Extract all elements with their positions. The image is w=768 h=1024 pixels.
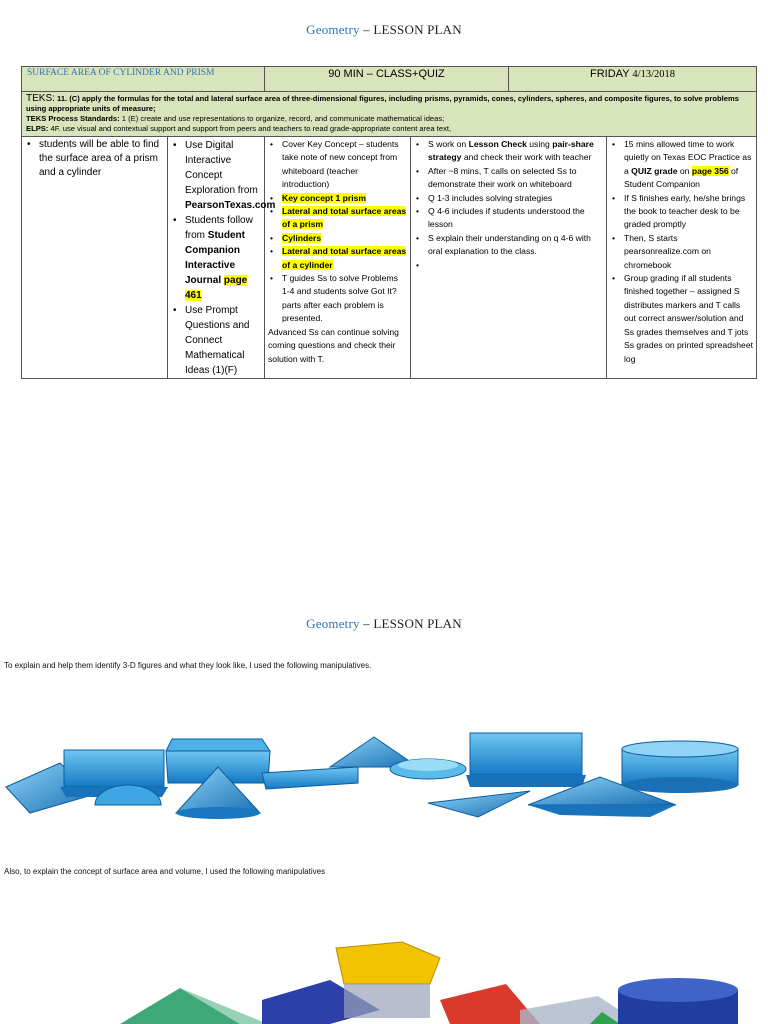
lesson-plan-table (21, 66, 757, 379)
instruction-cell (265, 137, 411, 379)
header-row (22, 67, 757, 92)
list-item: • Key concept 1 prism (268, 192, 407, 205)
list-item: • Use Digital Interactive Concept Exploration from PearsonTexas.com (171, 138, 261, 213)
list-item: Advanced Ss can continue solving coming questions and check their solution with T. (268, 326, 399, 364)
list-item: • Cover Key Concept – students take note of new concept from whiteboard (teacher introduction) (268, 138, 407, 192)
list-item: • Lateral and total surface areas of a cylinder (268, 245, 407, 272)
list-item: • Q 4-6 includes if students understood the lesson (414, 205, 603, 232)
list-item: • Q 1-3 includes solving strategies (414, 192, 603, 205)
list-item: • If S finishes early, he/she brings the book to teacher desk to be graded promptly (610, 192, 753, 232)
colored-3d-shapes-photo (0, 940, 768, 1024)
list-item: • Cylinders (268, 232, 407, 245)
page-title-2: Geometry – LESSON PLAN (306, 616, 462, 631)
standards-row (22, 92, 757, 137)
3d-figures-photo (0, 725, 768, 825)
list-item: • 15 mins allowed time to work quietly on Texas EOC Practice as a QUIZ grade on page 356 of Student Companion (610, 138, 753, 192)
lesson-duration: 90 MIN – CLASS+QUIZ (265, 67, 509, 92)
list-item: • S work on Lesson Check using pair-share strategy and check their work with teacher (414, 138, 603, 165)
list-item: • Then, S starts pearsonrealize.com on chromebook (610, 232, 753, 272)
list-item: • After ~8 mins, T calls on selected Ss to demonstrate their work on whiteboard (414, 165, 603, 192)
activities-cell (168, 137, 276, 379)
plan-body-row (22, 137, 757, 379)
list-item: • Group grading if all students finished together – assigned S distributes markers and T calls out correct answer/solution and Ss grades themselves and T jots Ss grades on printed spreadsheet log (610, 272, 753, 366)
lesson-topic: SURFACE AREA OF CYLINDER AND PRISM (22, 67, 265, 92)
objective-cell (22, 137, 168, 379)
paragraph: Also, to explain the concept of surface area and volume, I used the following manipulatives (4, 867, 326, 876)
objective-item: • students will be able to find the surface area of a prism and a cylinder (25, 138, 164, 180)
practice-cell (411, 137, 607, 379)
paragraph: To explain and help them identify 3-D figures and what they look like, I used the following manipulatives. (4, 661, 372, 670)
lesson-date: FRIDAY 4/13/2018 (509, 67, 757, 92)
list-item: • Use Prompt Questions and Connect Mathematical Ideas (1)(F) (171, 303, 261, 378)
list-item: • T guides Ss to solve Problems 1-4 and students solve Got It? parts after each problem is presented. (268, 272, 407, 326)
list-item: • Students follow from Student Companion Interactive Journal page 461 (171, 213, 261, 303)
list-item: • Lateral and total surface areas of a prism (268, 205, 407, 232)
list-item: • S explain their understanding on q 4-6 with oral explanation to the class. (414, 232, 603, 259)
assessment-cell (607, 137, 757, 379)
standards-cell: TEKS: 11. (C) apply the formulas for the total and lateral surface area of three-dimensional figures, including prisms, pyramids, cones, cylinders, spheres, and composite figures, to solve problems using appropriate units of measure; TEKS Process Standards: 1 (E) create and use representations to organize, record, and communicate mathematical ideas; ELPS: 4F. use visual and contextual support and support from peers and teachers to read grade-appropriate content area text, (22, 92, 757, 137)
page-title: Geometry – LESSON PLAN (306, 22, 462, 37)
